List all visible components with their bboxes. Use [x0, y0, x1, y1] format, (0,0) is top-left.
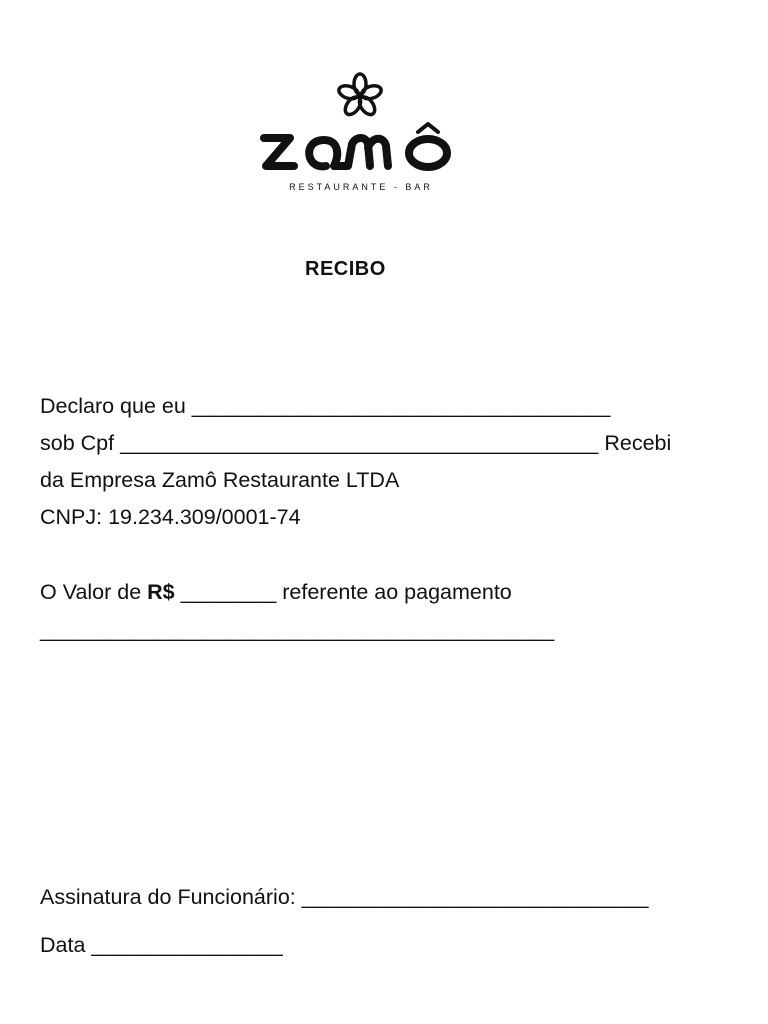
declaration-line: Declaro que eu ___________________________________ [40, 394, 611, 418]
logo-tagline: RESTAURANTE - BAR [289, 182, 433, 192]
value-line [40, 579, 512, 605]
document-title: RECIBO [305, 258, 386, 280]
payment-description-line: ___________________________________________ [40, 618, 555, 642]
zamo-logo [256, 70, 466, 195]
company-line: da Empresa Zamô Restaurante LTDA [40, 468, 400, 492]
value-suffix: ________ referente ao pagamento [174, 580, 512, 604]
employee-signature-line: Assinatura do Funcionário: _____________________________ [40, 885, 649, 909]
cnpj-line: CNPJ: 19.234.309/0001-74 [40, 505, 301, 529]
currency-symbol: R$ [147, 580, 175, 604]
flower-icon [337, 74, 383, 117]
date-line: Data ________________ [40, 933, 283, 957]
value-prefix: O Valor de [40, 580, 148, 604]
cpf-line: sob Cpf ________________________________________ Recebi [40, 431, 672, 455]
logo-wordmark-art [264, 124, 447, 167]
